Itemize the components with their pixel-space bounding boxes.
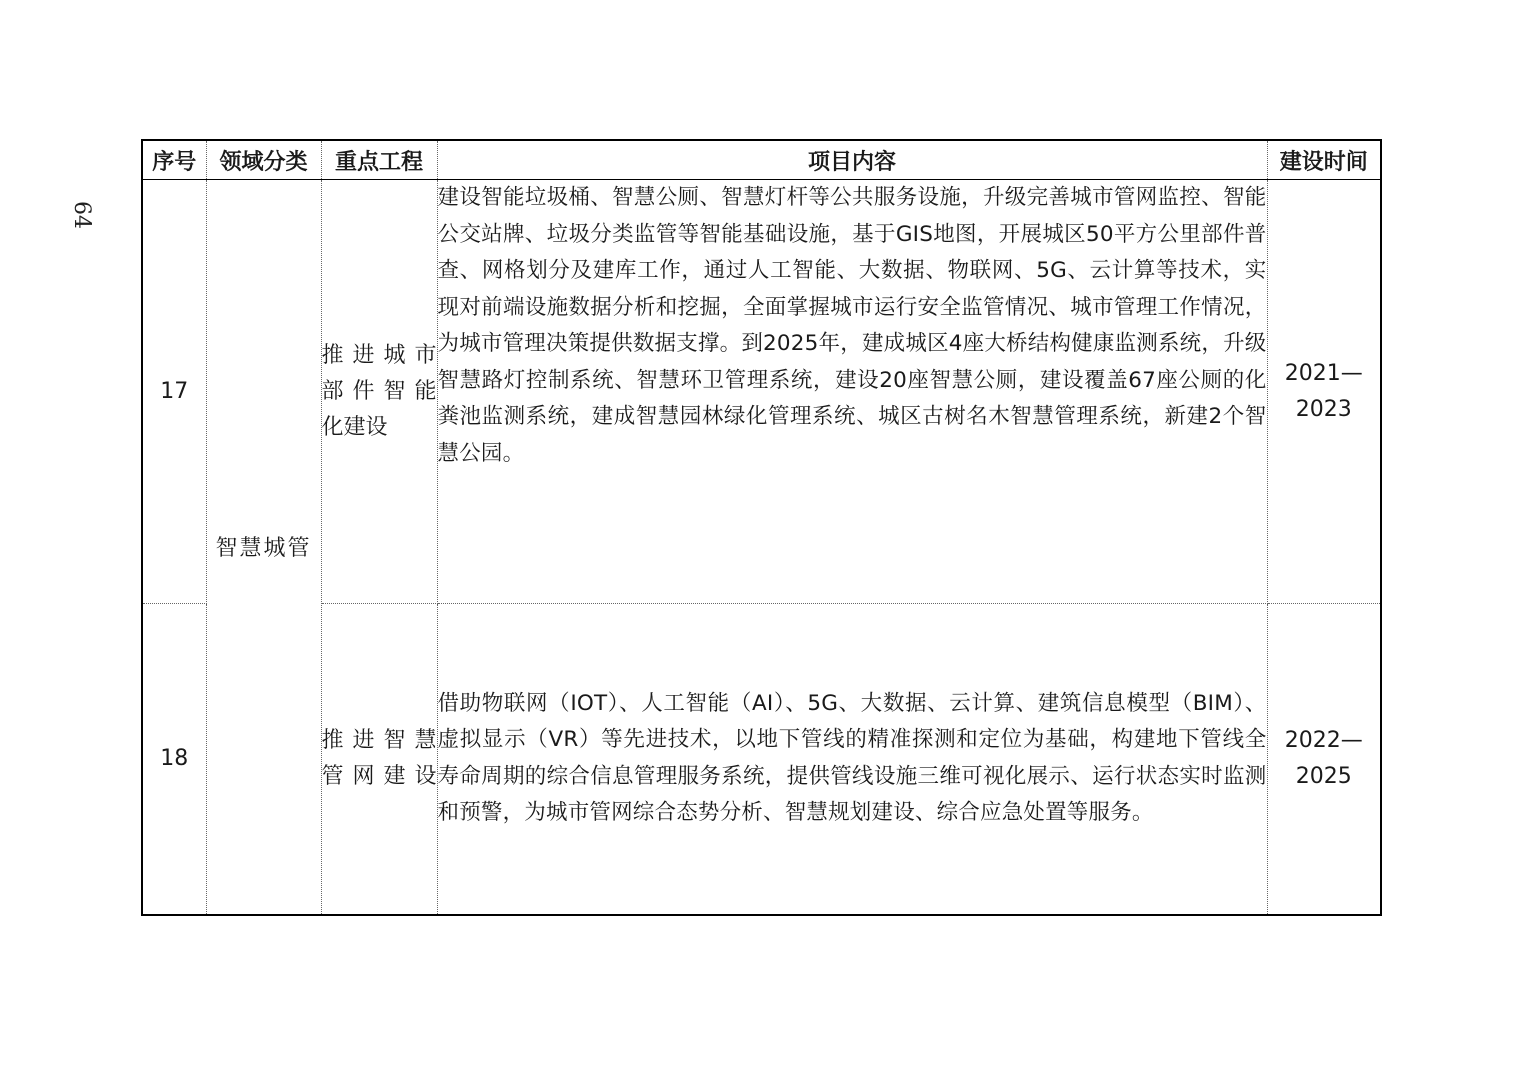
construction-time: [1267, 180, 1381, 604]
domain-category: 智慧城管: [206, 180, 321, 915]
project-name-line: 推进智慧: [321, 727, 437, 753]
header-time: 建设时间: [1267, 140, 1381, 180]
project-content: 建设智能垃圾桶、智慧公厕、智慧灯杆等公共服务设施，升级完善城市管网监控、智能公交站牌、垃圾分类监管等智能基础设施，基于GIS地图，开展城区50平方公里部件普查、网格划分及建库工作，通过人工智能、大数据、物联网、5G、云计算等技术，实现对前端设施数据分析和挖掘，全面掌握城市运行安全监管情况、城市管理工作情况，为城市管理决策提供数据支撑。到2025年，建成城区4座大桥结构健康监测系统，升级智慧路灯控制系统、智慧环卫管理系统，建设20座智慧公厕，建设覆盖67座公厕的化粪池监测系统，建成智慧园林绿化管理系统、城区古树名木智慧管理系统，新建2个智慧公园。: [437, 180, 1267, 604]
table-row: [142, 604, 1381, 915]
header-domain: 领域分类: [206, 140, 321, 180]
row-seq: 18: [142, 604, 206, 915]
construction-time: [1267, 604, 1381, 915]
project-table: [141, 139, 1382, 916]
time-end: 2025: [1295, 763, 1352, 789]
table-row: [142, 180, 1381, 604]
project-name-line: 化建设: [321, 414, 388, 440]
page-number: 64: [69, 201, 95, 229]
time-start: 2021—: [1284, 360, 1363, 386]
project-content: 借助物联网（IOT）、人工智能（AI）、5G、大数据、云计算、建筑信息模型（BIM）、虚拟显示（VR）等先进技术，以地下管线的精准探测和定位为基础，构建地下管线全寿命周期的综合信息管理服务系统，提供管线设施三维可视化展示、运行状态实时监测和预警，为城市管网综合态势分析、智慧规划建设、综合应急处置等服务。: [437, 604, 1267, 915]
header-content: 项目内容: [437, 140, 1267, 180]
project-name: [321, 180, 437, 604]
project-name-line: 推进城市: [321, 342, 437, 368]
header-seq: 序号: [142, 140, 206, 180]
project-name-line: 管网建设: [321, 763, 437, 789]
table-header-row: [142, 140, 1381, 180]
time-start: 2022—: [1284, 727, 1363, 753]
time-end: 2023: [1295, 396, 1352, 422]
header-project: 重点工程: [321, 140, 437, 180]
project-name-line: 部件智能: [321, 378, 437, 404]
row-seq: 17: [142, 180, 206, 604]
project-name: [321, 604, 437, 915]
